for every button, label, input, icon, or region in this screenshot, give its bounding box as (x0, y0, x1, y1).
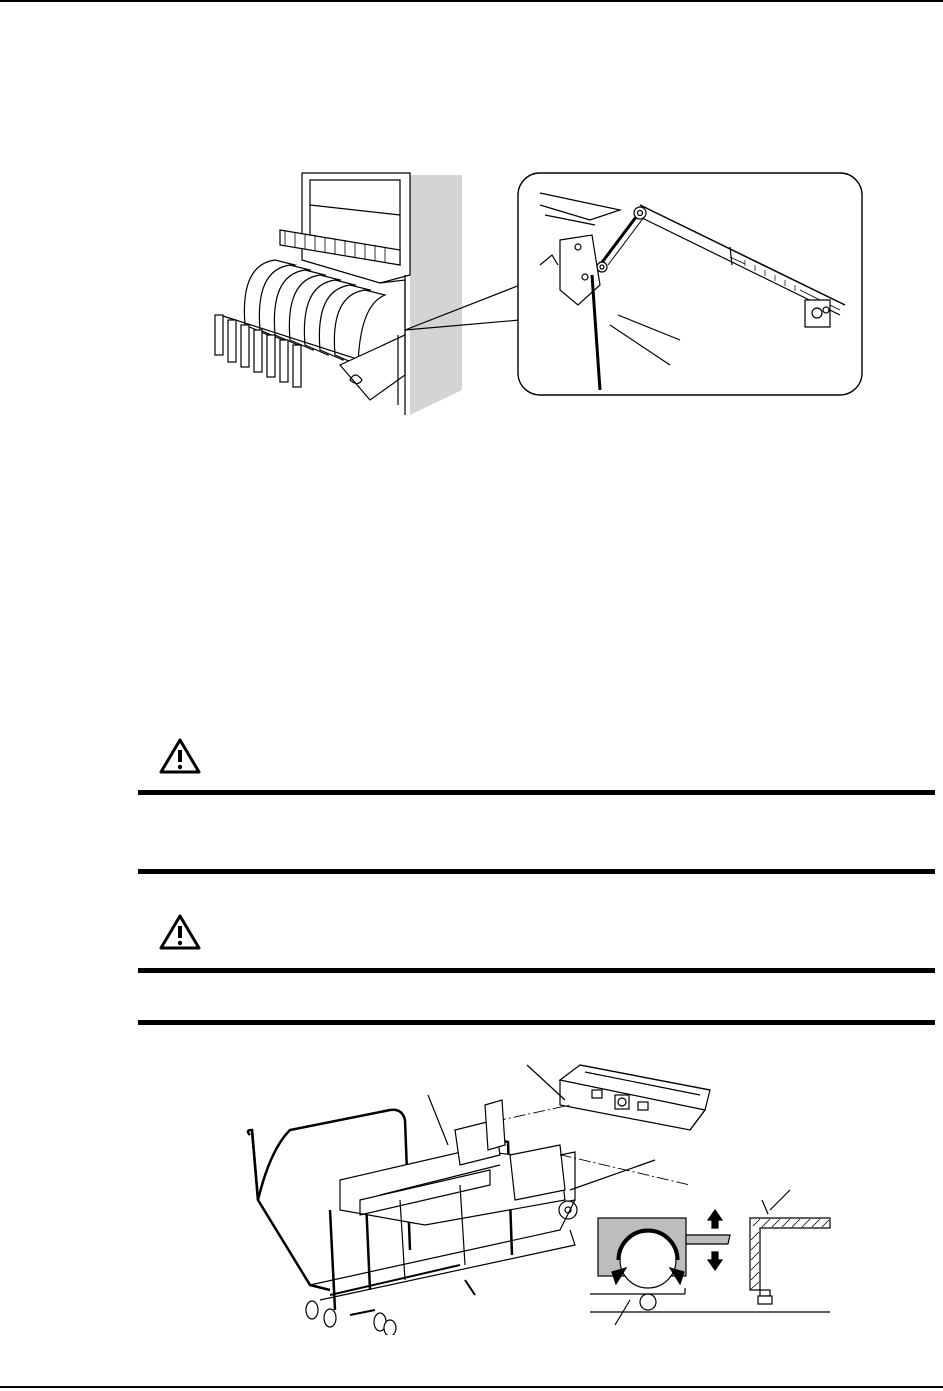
caution-rule-bottom (138, 869, 935, 874)
caution-rule-bottom (138, 1020, 935, 1025)
caution-rule-top (138, 790, 935, 795)
header-rule (0, 0, 943, 2)
wheel-lever-illustration (590, 1200, 840, 1330)
feeder-unit-illustration (200, 165, 870, 425)
caution-rule-top (138, 968, 935, 973)
footer-rule (0, 1386, 943, 1388)
warning-triangle-icon (158, 913, 202, 951)
warning-triangle-icon (158, 737, 202, 775)
